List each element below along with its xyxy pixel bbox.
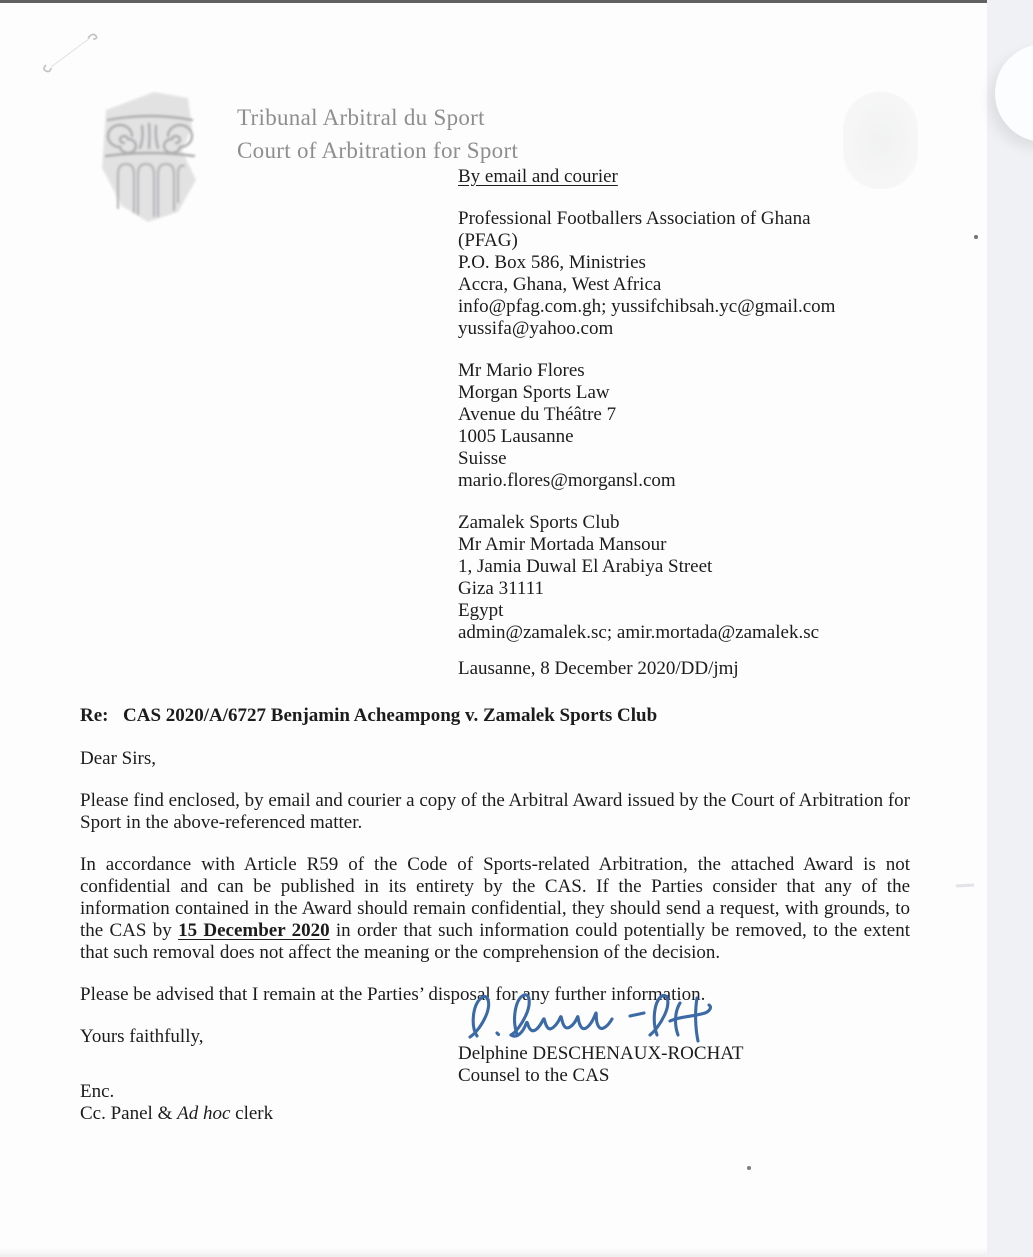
- delivery-method: By email and courier: [458, 166, 618, 187]
- scan-right-edge-band: [987, 0, 1033, 1257]
- recipient-block-pfag: [458, 208, 910, 340]
- address-line: Egypt: [458, 600, 504, 621]
- address-line: Zamalek Sports Club: [458, 512, 620, 533]
- address-line-email: info@pfag.com.gh; yussifchibsah.yc@gmail.com: [458, 296, 836, 317]
- reference-text: CAS 2020/A/6727 Benjamin Acheampong v. Zamalek Sports Club: [123, 705, 658, 726]
- confidentiality-deadline: 15 December 2020: [178, 920, 330, 941]
- signer-block: [458, 1043, 744, 1086]
- cc-suffix: clerk: [230, 1102, 274, 1124]
- recipient-block-zamalek: [458, 512, 910, 644]
- cc-prefix: Cc. Panel &: [80, 1102, 178, 1124]
- valediction: Yours faithfully,: [80, 1026, 204, 1047]
- recipient-block-morgan-sports-law: [458, 360, 910, 492]
- scan-speck-dot: [974, 235, 978, 239]
- paragraph-confidentiality: [80, 854, 910, 964]
- address-line: 1, Jamia Duwal El Arabiya Street: [458, 556, 713, 577]
- reference-label: Re:: [80, 705, 109, 726]
- address-line: (PFAG): [458, 230, 518, 251]
- salutation: Dear Sirs,: [80, 748, 156, 769]
- address-line: Avenue du Théâtre 7: [458, 404, 617, 425]
- address-line: Morgan Sports Law: [458, 382, 610, 403]
- letterhead: [237, 101, 518, 167]
- address-line: Giza 31111: [458, 578, 545, 599]
- enclosure-note: Enc.: [80, 1081, 115, 1102]
- address-line-email: mario.flores@morgansl.com: [458, 470, 676, 491]
- cc-italic-adhoc: Ad hoc: [177, 1102, 231, 1124]
- handwritten-signature-icon: [460, 990, 718, 1048]
- address-line: Suisse: [458, 448, 507, 469]
- dateline: Lausanne, 8 December 2020/DD/jmj: [458, 658, 739, 679]
- address-line: Accra, Ghana, West Africa: [458, 274, 662, 295]
- paragraph-enclosed-award: Please find enclosed, by email and courier a copy of the Arbitral Award issued by the Court of Arbitration for Sport in the above-referenced matter.: [80, 790, 910, 833]
- pencil-marks: [30, 18, 120, 88]
- letter-footer: [80, 1081, 273, 1124]
- letterhead-title-english: Court of Arbitration for Sport: [237, 138, 519, 163]
- letterhead-title-french: Tribunal Arbitral du Sport: [237, 105, 485, 130]
- address-line: 1005 Lausanne: [458, 426, 574, 447]
- cc-note: [80, 1103, 273, 1125]
- letter-body: [80, 166, 910, 1048]
- address-line: Mr Amir Mortada Mansour: [458, 534, 667, 555]
- reference-line: [80, 705, 910, 727]
- scan-top-edge-line: [0, 0, 988, 3]
- paragraph-disposal: Please be advised that I remain at the Parties’ disposal for any further information.: [80, 984, 706, 1005]
- scan-smudge: [956, 884, 974, 888]
- scan-bottom-shadow: [0, 1248, 987, 1257]
- scan-speck-dot: [747, 1166, 751, 1170]
- address-line-email: yussifa@yahoo.com: [458, 318, 614, 339]
- address-line: Professional Footballers Association of Ghana: [458, 208, 811, 229]
- paragraph-text: In accordance with Article R59 of the Code of Sports-related Arbitration, the attached Award is not confidential and can be published in its entirety by the CAS. If the Parties consider that any of the information contained in the Award should remain confidential, they should send a request, with grounds, to the CAS by: [80, 854, 910, 941]
- address-line: Mr Mario Flores: [458, 360, 585, 381]
- signer-title: Counsel to the CAS: [458, 1064, 610, 1086]
- address-line-email: admin@zamalek.sc; amir.mortada@zamalek.sc: [458, 622, 820, 643]
- paragraph-text: in order that such information could potentially be removed, to the extent that such removal does not affect the meaning or the comprehension of the decision.: [80, 920, 911, 963]
- address-line: P.O. Box 586, Ministries: [458, 252, 646, 273]
- signer-name: Delphine DESCHENAUX-ROCHAT: [458, 1043, 744, 1064]
